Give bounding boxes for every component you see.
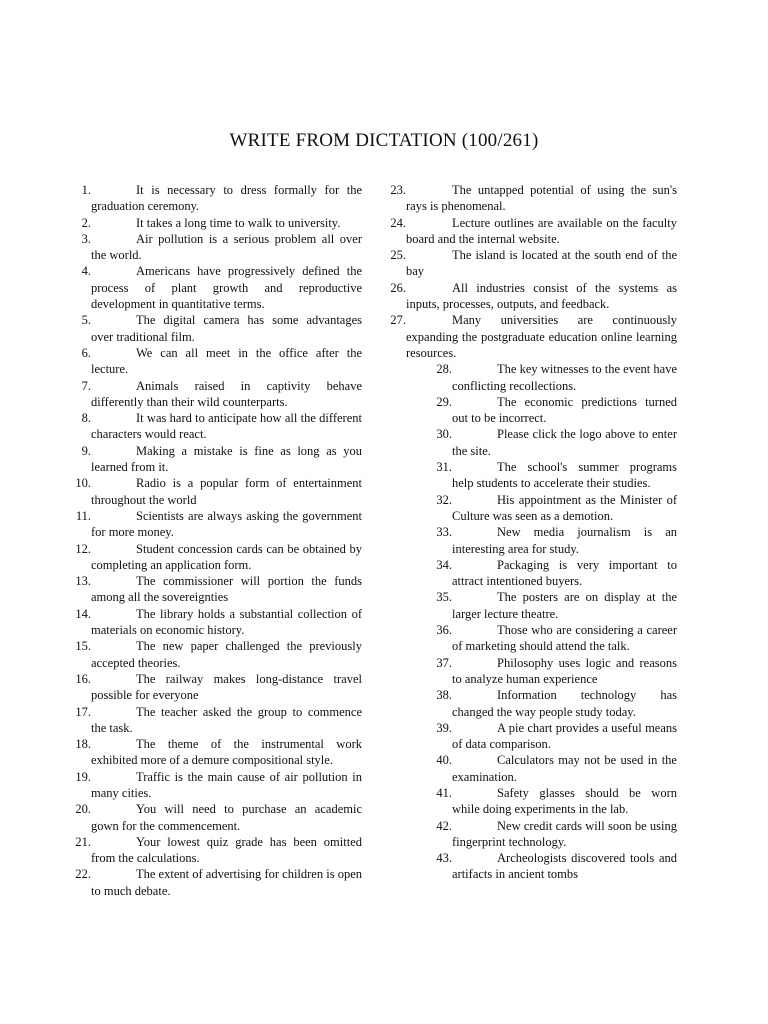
item-number: 22. — [75, 867, 91, 882]
list-item — [436, 394, 677, 427]
list-item — [390, 215, 677, 248]
item-number: 38. — [436, 688, 452, 703]
item-number: 10. — [75, 476, 91, 491]
item-number: 39. — [436, 720, 452, 735]
list-item — [436, 361, 677, 394]
item-text: Many universities are continuously expanding the postgraduate education online learning resources. — [406, 313, 677, 360]
list-item — [436, 524, 677, 557]
list-item — [436, 426, 677, 459]
list-item — [436, 557, 677, 590]
item-number: 40. — [436, 753, 452, 768]
item-number: 31. — [436, 460, 452, 475]
item-text: Traffic is the main cause of air pollution in many cities. — [91, 769, 362, 800]
item-text: The extent of advertising for children is open to much debate. — [91, 867, 362, 898]
item-number: 27. — [390, 313, 406, 328]
item-number: 21. — [75, 834, 91, 849]
item-text: The untapped potential of using the sun's rays is phenomenal. — [406, 183, 677, 214]
item-number: 4. — [81, 264, 91, 279]
item-text: The theme of the instrumental work exhibited more of a demure compositional style. — [91, 737, 362, 768]
item-text: Scientists are always asking the government for more money. — [91, 508, 362, 540]
list-item — [390, 280, 677, 313]
item-number: 15. — [75, 639, 91, 654]
item-number: 6. — [81, 345, 91, 360]
list-item — [436, 785, 677, 818]
list-item — [390, 182, 677, 215]
item-number: 5. — [81, 313, 91, 328]
item-number: 30. — [436, 427, 452, 442]
item-text: Please click the logo above to enter the site. — [452, 427, 677, 458]
item-text: Information technology has changed the way people study today. — [452, 688, 677, 719]
item-text: The island is located at the south end of the bay — [406, 248, 677, 279]
item-number: 13. — [75, 574, 91, 589]
item-text: The commissioner will portion the funds among all the sovereignties — [91, 574, 362, 605]
item-number: 28. — [436, 362, 452, 377]
list-item — [436, 655, 677, 688]
item-text: All industries consist of the systems as inputs, processes, outputs, and feedback. — [406, 280, 677, 312]
list-item — [436, 622, 677, 655]
item-text: New media journalism is an interesting area for study. — [452, 525, 677, 556]
page-title: WRITE FROM DICTATION (100/261) — [229, 130, 539, 151]
item-text: A pie chart provides a useful means of data comparison. — [452, 720, 677, 752]
item-number: 35. — [436, 590, 452, 605]
item-text: Those who are considering a career of marketing should attend the talk. — [452, 623, 677, 654]
item-text: The economic predictions turned out to be incorrect. — [452, 394, 677, 426]
item-number: 14. — [75, 606, 91, 621]
item-number: 34. — [436, 557, 452, 572]
item-number: 17. — [75, 704, 91, 719]
item-text: Safety glasses should be worn while doing experiments in the lab. — [452, 785, 677, 817]
item-text: Your lowest quiz grade has been omitted from the calculations. — [91, 834, 362, 866]
list-item — [436, 589, 677, 622]
item-text: Making a mistake is fine as long as you learned from it. — [91, 443, 362, 475]
list-item — [436, 752, 677, 785]
item-text: The library holds a substantial collection of materials on economic history. — [91, 606, 362, 638]
list-item — [390, 312, 677, 361]
list-item — [436, 850, 677, 883]
item-text: We can all meet in the office after the lecture. — [91, 345, 362, 377]
item-number: 24. — [390, 215, 406, 230]
list-item — [436, 459, 677, 492]
item-text: You will need to purchase an academic gown for the commencement. — [91, 802, 362, 833]
list-item — [436, 492, 677, 525]
item-number: 42. — [436, 818, 452, 833]
item-number: 32. — [436, 492, 452, 507]
item-text: Lecture outlines are available on the faculty board and the internal website. — [406, 215, 677, 246]
item-text: The railway makes long-distance travel possible for everyone — [91, 671, 362, 703]
item-number: 19. — [75, 769, 91, 784]
item-number: 43. — [436, 851, 452, 866]
item-text: Americans have progressively defined the process of plant growth and reproductive development in quantitative terms. — [91, 264, 362, 312]
item-text: Radio is a popular form of entertainment throughout the world — [91, 476, 362, 507]
item-text: Philosophy uses logic and reasons to analyze human experience — [452, 655, 677, 686]
item-number: 16. — [75, 671, 91, 686]
item-number: 23. — [390, 183, 406, 197]
item-number: 36. — [436, 623, 452, 638]
list-item — [436, 818, 677, 851]
item-text: Air pollution is a serious problem all over the world. — [91, 231, 362, 263]
list-item — [436, 687, 677, 720]
item-text: The key witnesses to the event have conflicting recollections. — [452, 362, 677, 393]
item-number: 25. — [390, 248, 406, 263]
item-text: The school's summer programs help students to accelerate their studies. — [452, 460, 677, 491]
item-number: 20. — [75, 802, 91, 817]
item-number: 8. — [81, 411, 91, 426]
item-number: 7. — [81, 378, 91, 393]
item-text: Archeologists discovered tools and artifacts in ancient tombs — [452, 851, 677, 882]
item-number: 37. — [436, 655, 452, 670]
item-number: 12. — [75, 541, 91, 556]
list-item — [390, 247, 677, 280]
item-text: Packaging is very important to attract intentioned buyers. — [452, 557, 677, 589]
item-text: It was hard to anticipate how all the different characters would react. — [91, 411, 362, 442]
item-number: 3. — [81, 231, 91, 246]
list-item — [436, 720, 677, 753]
item-number: 2. — [81, 215, 91, 230]
item-number: 1. — [81, 183, 91, 197]
right-column — [0, 182, 678, 883]
item-number: 29. — [436, 394, 452, 409]
item-text: It is necessary to dress formally for the graduation ceremony. — [91, 183, 362, 214]
item-text: New credit cards will soon be using fingerprint technology. — [452, 818, 677, 849]
item-text: Student concession cards can be obtained by completing an application form. — [91, 541, 362, 572]
item-number: 18. — [75, 737, 91, 752]
item-text: The new paper challenged the previously accepted theories. — [91, 639, 362, 670]
item-text: Animals raised in captivity behave differently than their wild counterparts. — [91, 378, 362, 409]
item-text: His appointment as the Minister of Culture was seen as a demotion. — [452, 492, 677, 523]
item-text: The teacher asked the group to commence the task. — [91, 704, 362, 735]
item-text: The digital camera has some advantages over traditional film. — [91, 313, 362, 344]
item-text: It takes a long time to walk to university. — [136, 215, 341, 230]
item-number: 9. — [81, 443, 91, 458]
item-text: Calculators may not be used in the examination. — [452, 753, 677, 784]
item-text: The posters are on display at the larger lecture theatre. — [452, 590, 677, 621]
item-number: 33. — [436, 525, 452, 540]
item-number: 41. — [436, 785, 452, 800]
item-number: 26. — [390, 280, 406, 295]
item-number: 11. — [75, 508, 91, 523]
